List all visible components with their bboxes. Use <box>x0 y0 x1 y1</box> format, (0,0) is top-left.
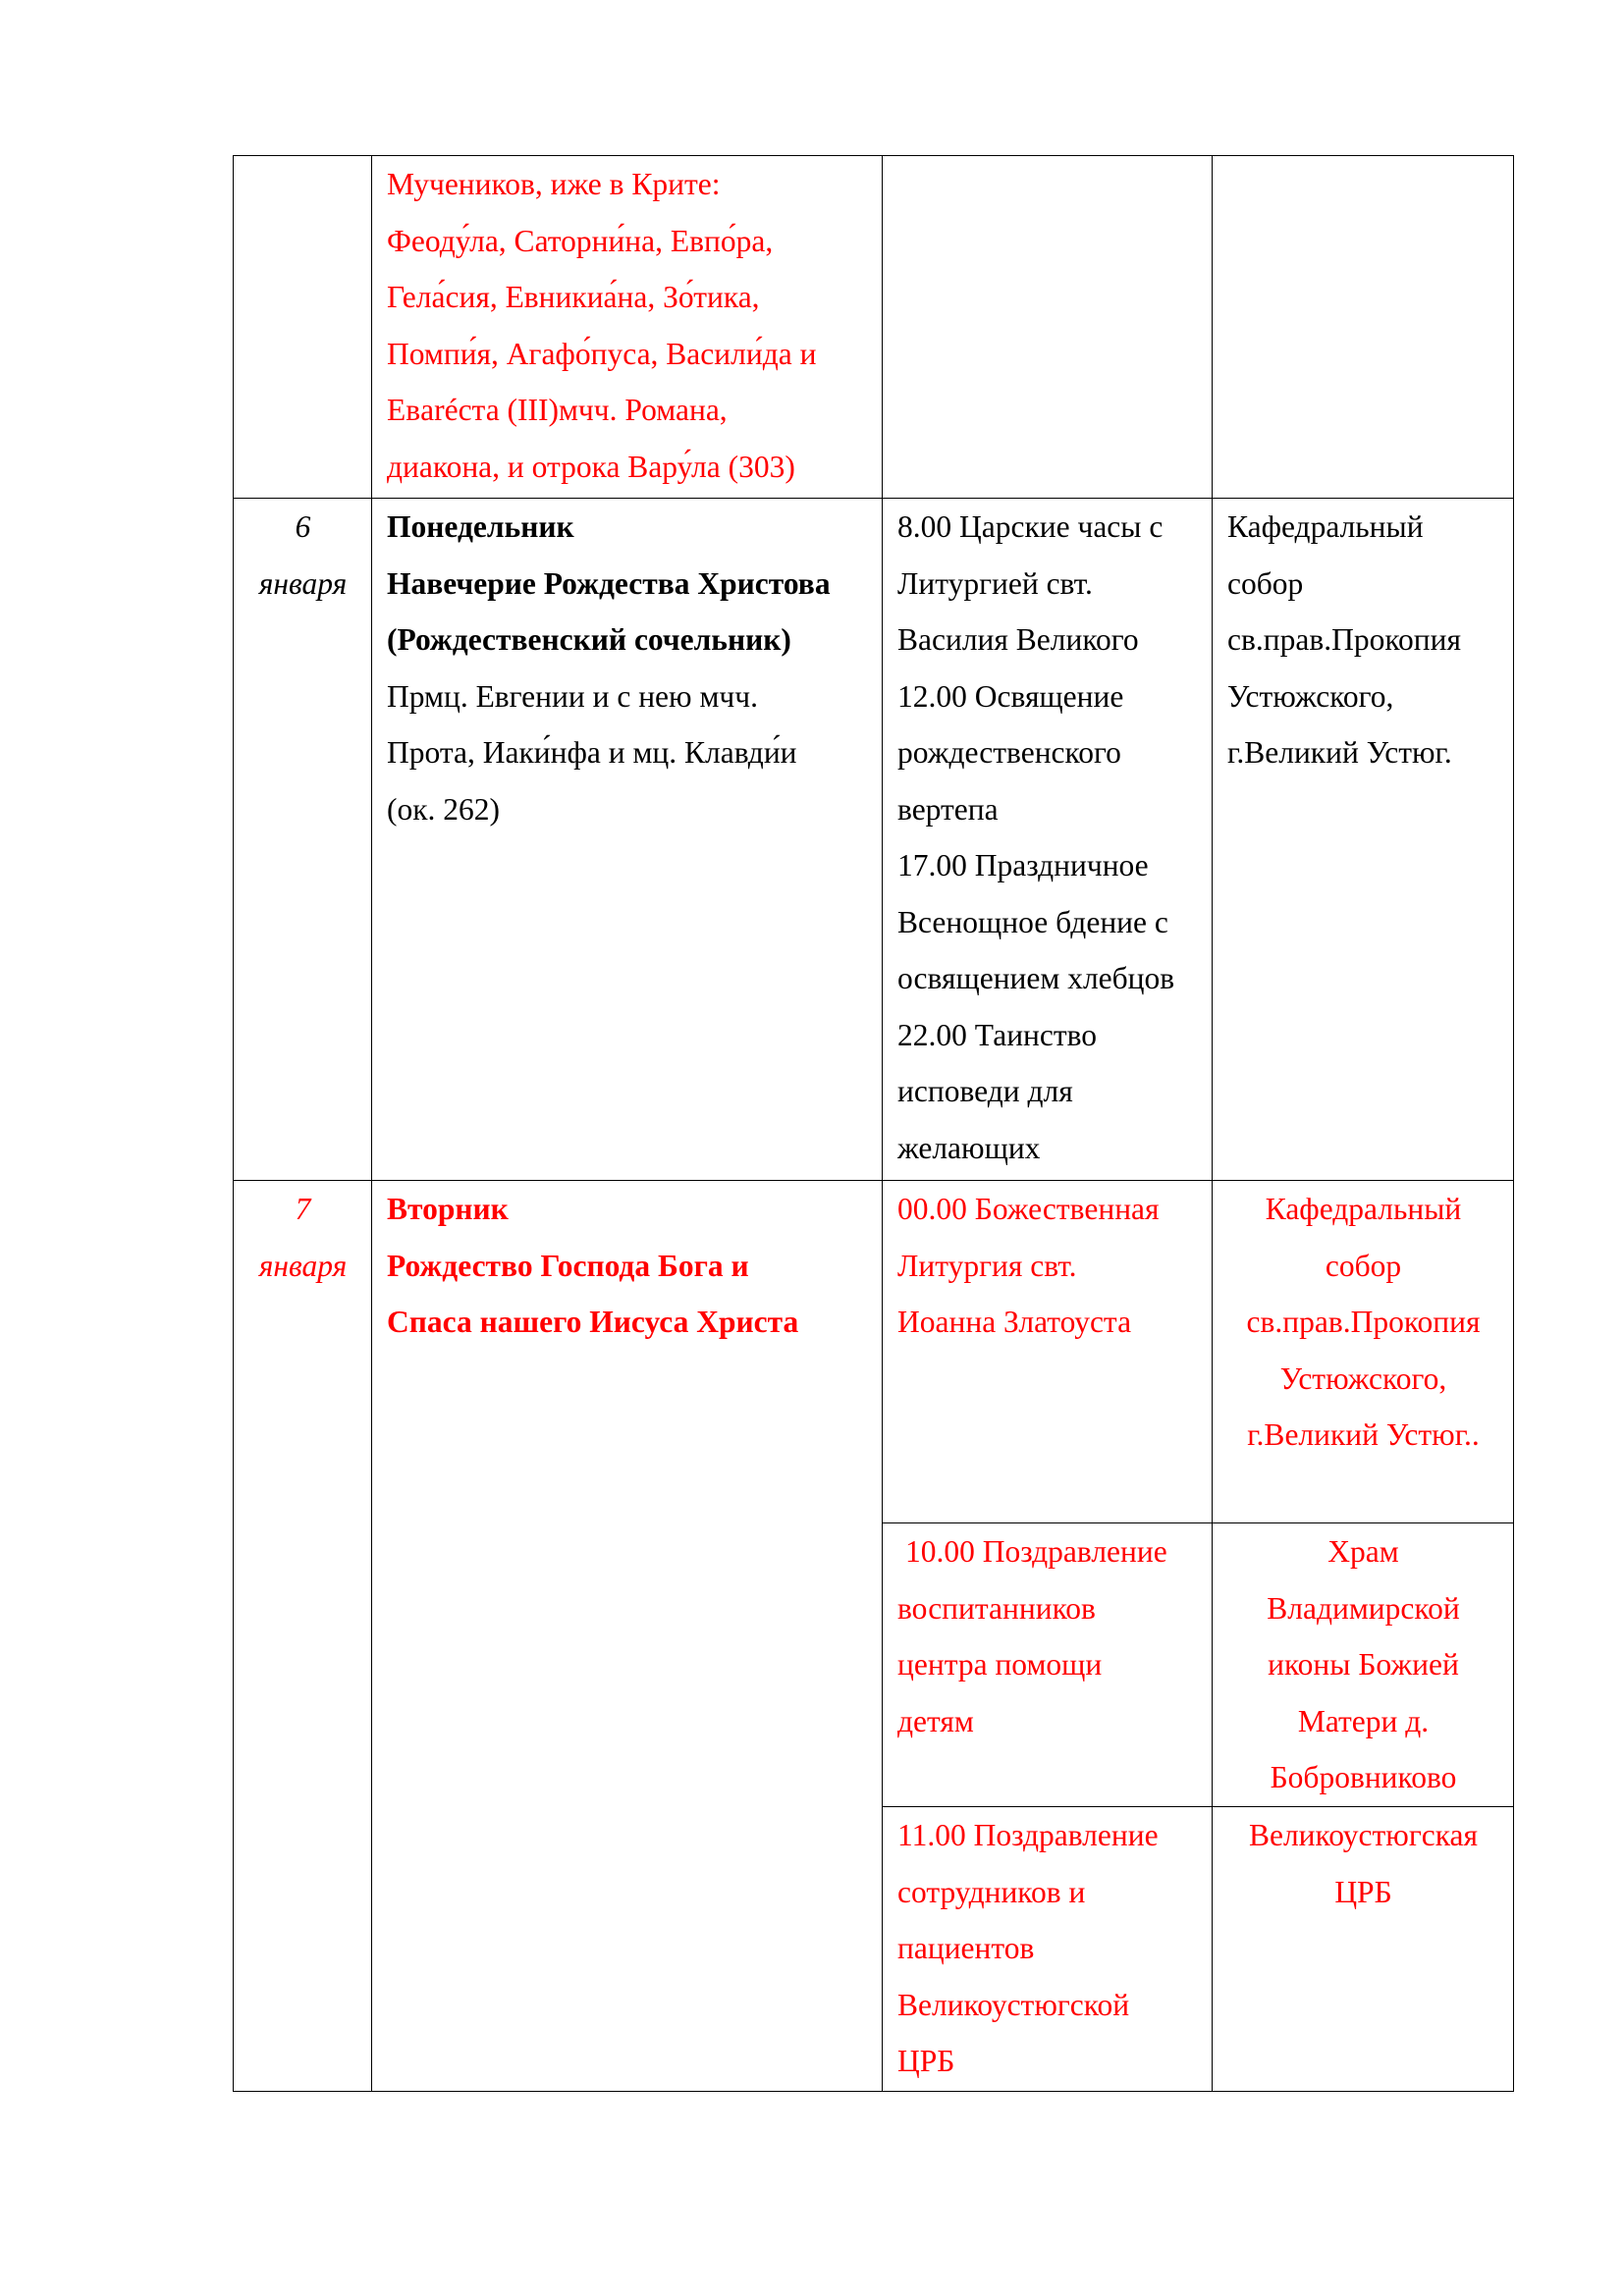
date-cell-empty <box>234 156 372 499</box>
place-line: г.Великий Устюг.. <box>1247 1417 1480 1452</box>
feast-title-line: Рождество Господа Бога и <box>387 1248 749 1283</box>
feast-cell <box>372 499 883 1181</box>
service-line: желающих <box>897 1130 1041 1165</box>
saints-line: Прмц. Евгении и с нею мчч. <box>387 678 758 714</box>
service-line: пациентов <box>897 1931 1035 1965</box>
feast-cell <box>372 1181 883 2092</box>
day-number: 7 <box>295 1192 311 1226</box>
service-line: Василия Великого <box>897 622 1139 657</box>
place-line: г.Великий Устюг. <box>1227 735 1452 770</box>
saints-line: Феоду́ла, Саторни́на, Евпо́ра, <box>387 223 774 258</box>
feast-title-line: (Рождественский сочельник) <box>387 622 791 657</box>
service-line: 8.00 Царские часы с <box>897 509 1164 544</box>
place-cell <box>1213 1523 1514 1807</box>
place-line: собор <box>1325 1248 1402 1283</box>
service-cell <box>883 1523 1213 1807</box>
month-name: января <box>258 1248 348 1283</box>
saints-line: Гела́сия, Евникиа́на, Зо́тика, <box>387 280 760 314</box>
place-line: собор <box>1227 565 1304 601</box>
weekday: Вторник <box>387 1192 509 1226</box>
feast-title-line: Навечерие Рождества Христова <box>387 565 831 601</box>
place-line: Матери д. <box>1297 1703 1430 1738</box>
place-line: Устюжского, <box>1279 1361 1447 1396</box>
place-cell-empty <box>1213 156 1514 499</box>
place-cell <box>1213 1807 1514 2092</box>
service-line: детям <box>897 1703 974 1738</box>
date-cell <box>234 1181 372 2092</box>
service-line: ЦРБ <box>897 2044 955 2078</box>
weekday: Понедельник <box>387 509 574 544</box>
place-cell <box>1213 1181 1514 1523</box>
service-line: освящением хлебцов <box>897 961 1175 995</box>
service-line: исповеди для <box>897 1074 1073 1108</box>
service-cell <box>883 1807 1213 2092</box>
service-line: 00.00 Божественная <box>897 1192 1160 1226</box>
service-line: Литургией свт. <box>897 565 1093 601</box>
place-line: Устюжского, <box>1227 678 1394 714</box>
schedule-table <box>233 155 1514 2092</box>
service-line: вертепа <box>897 791 999 827</box>
saints-line: Помпи́я, Агафо́пуса, Васили́да и <box>387 336 817 371</box>
service-line: Всенощное бдение с <box>897 904 1168 939</box>
date-cell <box>234 499 372 1181</box>
day-number: 6 <box>295 509 311 544</box>
service-line: сотрудников и <box>897 1874 1086 1909</box>
service-cell-empty <box>883 156 1213 499</box>
service-line: 22.00 Таинство <box>897 1017 1098 1052</box>
service-line: воспитанников <box>897 1590 1096 1626</box>
saints-cell <box>372 156 883 499</box>
service-line: центра помощи <box>897 1647 1103 1682</box>
table-row-continuation <box>234 156 1514 499</box>
table-row-jan-6 <box>234 499 1514 1181</box>
saints-line: диакона, и отрока Вару́ла (303) <box>387 449 795 484</box>
place-line: Владимирской <box>1267 1590 1460 1626</box>
service-line: Иоанна Златоуста <box>897 1305 1132 1339</box>
place-line: Великоустюгская <box>1248 1818 1479 1852</box>
place-line: св.прав.Прокопия <box>1246 1305 1481 1339</box>
service-line: рождественского <box>897 735 1121 770</box>
saints-line: Мучеников, иже в Крите: <box>387 167 721 201</box>
saints-line: (ок. 262) <box>387 791 501 827</box>
month-name: января <box>258 565 348 601</box>
place-line: Кафедральный <box>1227 509 1424 544</box>
place-line: Кафедральный <box>1265 1192 1462 1226</box>
feast-title-line: Спаса нашего Иисуса Христа <box>387 1305 799 1339</box>
table-row-jan-7 <box>234 1181 1514 1523</box>
service-line: 17.00 Праздничное <box>897 848 1149 882</box>
service-line: 12.00 Освящение <box>897 678 1124 714</box>
place-line: ЦРБ <box>1334 1874 1392 1909</box>
service-line: Литургия свт. <box>897 1248 1077 1283</box>
service-line: 11.00 Поздравление <box>897 1818 1159 1852</box>
place-line: Храм <box>1327 1534 1399 1569</box>
saints-line: Прота, Иаки́нфа и мц. Клавди́и <box>387 735 797 770</box>
place-line: Бобровниково <box>1270 1760 1457 1794</box>
saints-line: Евaréста (III)мчч. Романа, <box>387 393 728 427</box>
place-line: св.прав.Прокопия <box>1227 622 1461 657</box>
service-cell <box>883 499 1213 1181</box>
service-cell <box>883 1181 1213 1523</box>
place-cell <box>1213 499 1514 1181</box>
service-line: Великоустюгской <box>897 1987 1130 2022</box>
service-line: 10.00 Поздравление <box>905 1534 1167 1569</box>
place-line: иконы Божией <box>1268 1647 1459 1682</box>
